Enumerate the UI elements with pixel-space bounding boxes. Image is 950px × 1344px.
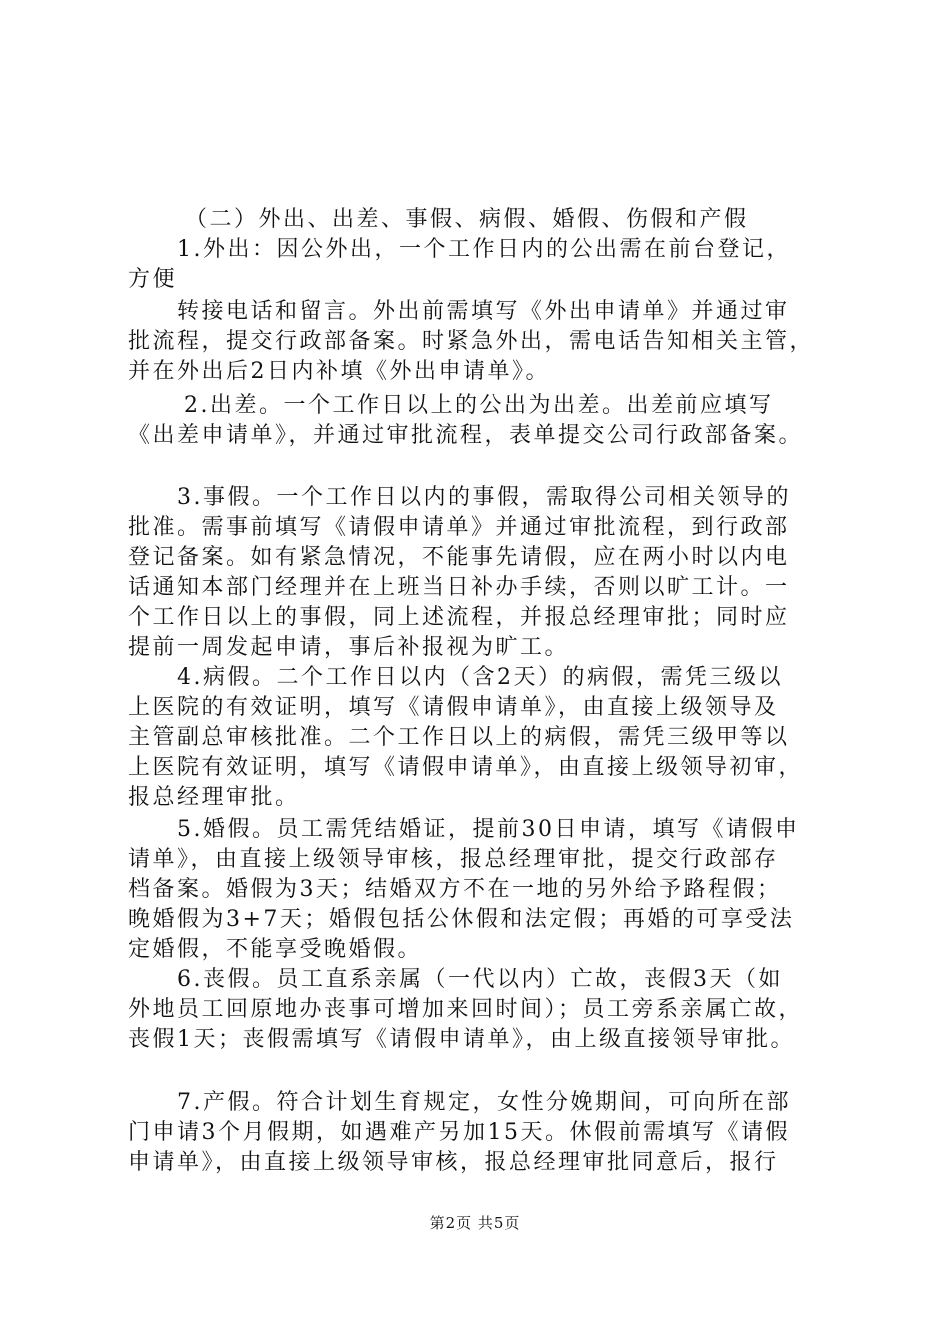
section-heading: （二）外出、出差、事假、病假、婚假、伤假和产假 bbox=[185, 207, 749, 232]
paragraph-line: 个工作日以上的事假，同上述流程，并报总经理审批；同时应 bbox=[128, 605, 790, 630]
page-number-footer: 第2页 共5页 bbox=[429, 1214, 521, 1232]
paragraph-line: 主管副总审核批准。二个工作日以上的病假，需凭三级甲等以 bbox=[128, 725, 790, 750]
paragraph-line: 档备案。婚假为3天；结婚双方不在一地的另外给予路程假； bbox=[128, 877, 782, 902]
paragraph-line: 请单》，由直接上级领导审核，报总经理审批，提交行政部存 bbox=[128, 847, 779, 872]
paragraph-line: 上医院有效证明，填写《请假申请单》，由直接上级领导初审， bbox=[128, 755, 804, 780]
paragraph-line: 5.婚假。员工需凭结婚证，提前30日申请，填写《请假申 bbox=[177, 817, 800, 842]
paragraph-line: 上医院的有效证明，填写《请假申请单》，由直接上级领导及 bbox=[128, 695, 779, 720]
paragraph-line: 3.事假。一个工作日以内的事假，需取得公司相关领导的 bbox=[177, 485, 791, 510]
paragraph-line: 批流程，提交行政部备案。时紧急外出，需电话告知相关主管， bbox=[128, 329, 815, 354]
paragraph-line: 晚婚假为3+7天；婚假包括公休假和法定假；再婚的可享受法 bbox=[128, 907, 795, 932]
paragraph-line: 话通知本部门经理并在上班当日补办手续，否则以旷工计。一 bbox=[128, 575, 790, 600]
paragraph-line: 6.丧假。员工直系亲属（一代以内）亡故，丧假3天（如 bbox=[177, 967, 783, 992]
paragraph-line: 丧假1天；丧假需填写《请假申请单》，由上级直接领导审批。 bbox=[128, 1027, 795, 1052]
paragraph-line: 并在外出后2日内补填《外出申请单》。 bbox=[128, 359, 550, 384]
paragraph-line: 提前一周发起申请，事后补报视为旷工。 bbox=[128, 635, 570, 660]
paragraph-line: 转接电话和留言。外出前需填写《外出申请单》并通过审 bbox=[177, 299, 790, 324]
paragraph-line: 定婚假，不能享受晚婚假。 bbox=[128, 937, 423, 962]
paragraph-line: 报总经理审批。 bbox=[128, 785, 300, 810]
paragraph-line: 批准。需事前填写《请假申请单》并通过审批流程，到行政部 bbox=[128, 515, 790, 540]
paragraph-line: 门申请3个月假期，如遇难产另加15天。休假前需填写《请假 bbox=[128, 1120, 790, 1145]
paragraph-line: 外地员工回原地办丧事可增加来回时间）；员工旁系亲属亡故， bbox=[128, 997, 804, 1022]
paragraph-line: 《出差申请单》，并通过审批流程，表单提交公司行政部备案。 bbox=[128, 423, 804, 448]
paragraph-line: 1.外出：因公外出，一个工作日内的公出需在前台登记， bbox=[177, 237, 791, 262]
paragraph-line: 登记备案。如有紧急情况，不能事先请假，应在两小时以内电 bbox=[128, 545, 790, 570]
paragraph-line: 申请单》，由直接上级领导审核，报总经理审批同意后，报行 bbox=[128, 1150, 779, 1175]
paragraph-line: 7.产假。符合计划生育规定，女性分娩期间，可向所在部 bbox=[177, 1090, 791, 1115]
paragraph-line: 4.病假。二个工作日以内（含2天）的病假，需凭三级以 bbox=[177, 665, 783, 690]
paragraph-line: 方便 bbox=[128, 267, 178, 292]
paragraph-line: 2.出差。一个工作日以上的公出为出差。出差前应填写 bbox=[184, 393, 774, 418]
